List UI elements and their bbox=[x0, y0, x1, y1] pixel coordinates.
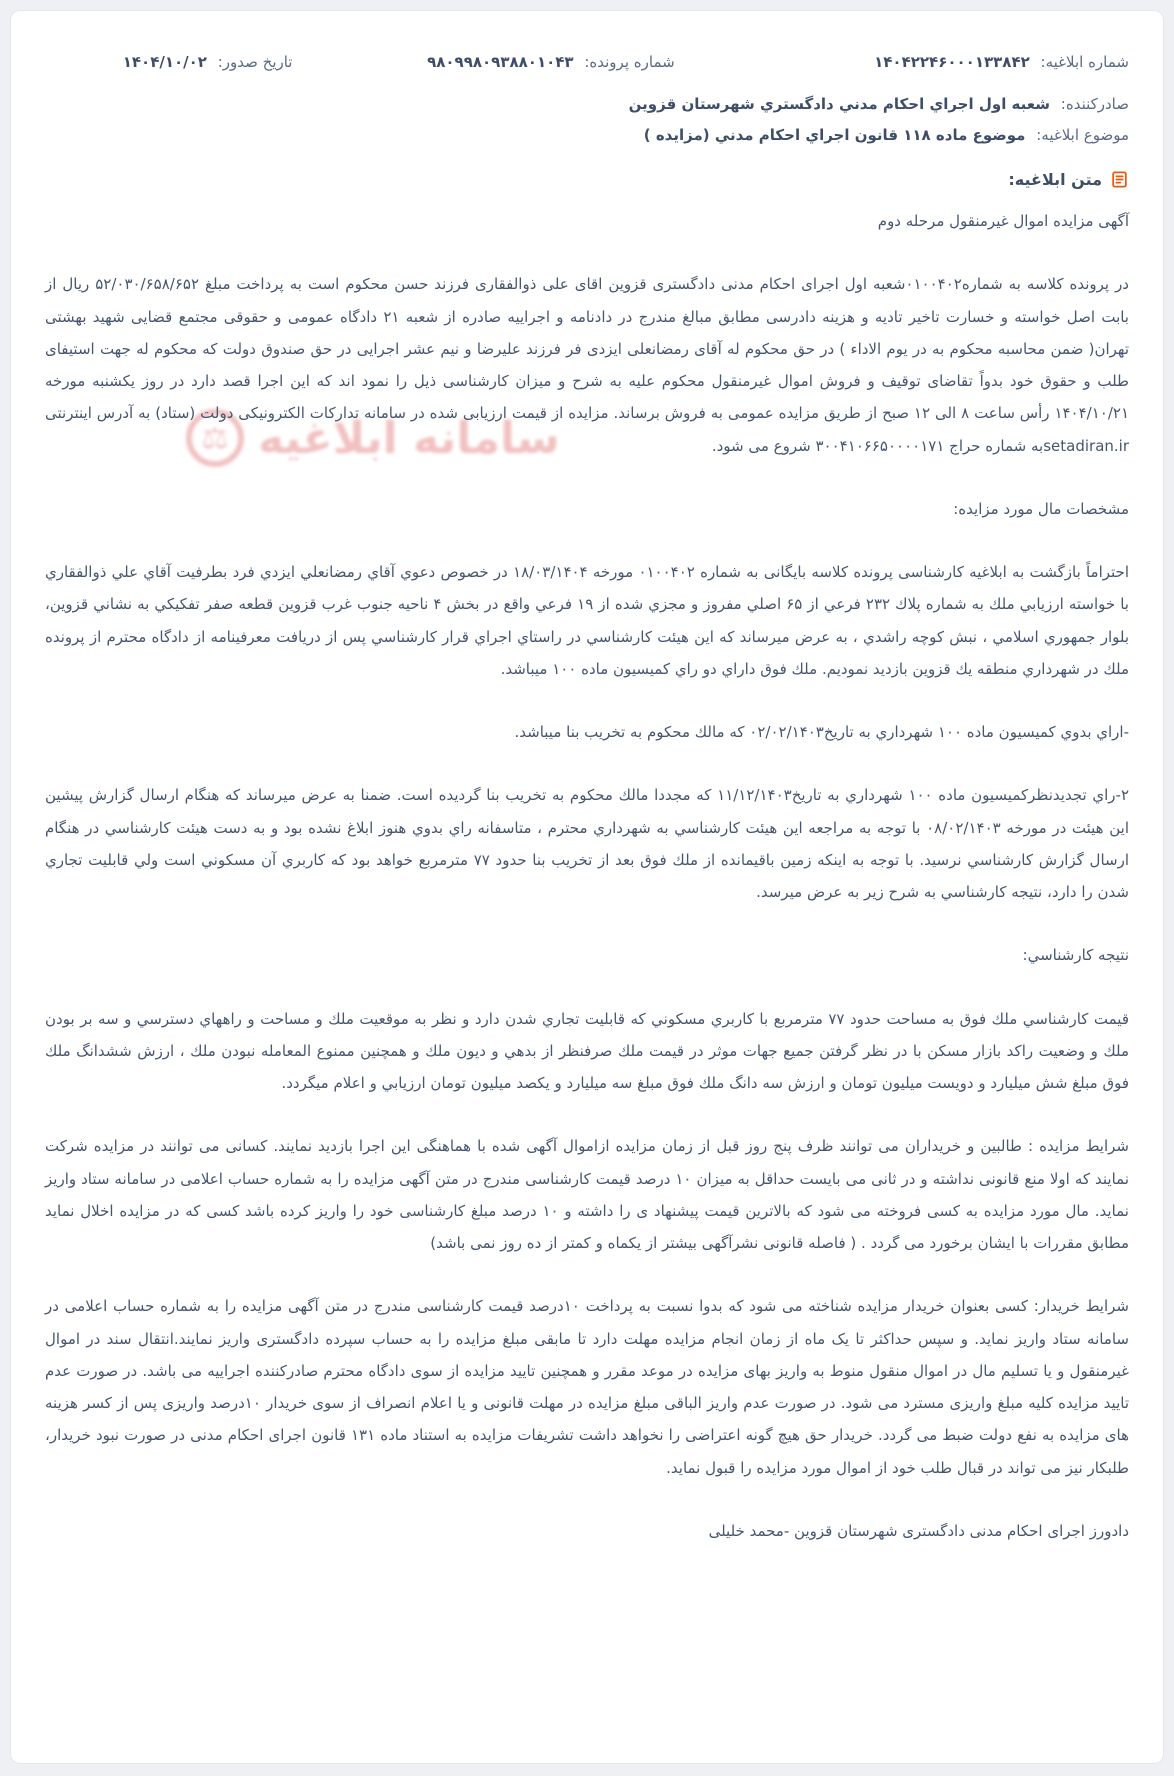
subject-value: موضوع ماده ۱۱۸ قانون اجراي احکام مدني (مزایده ) bbox=[643, 126, 1026, 144]
buyer-terms-paragraph: شرایط خریدار: کسی بعنوان خریدار مزایده شناخته می شود که بدوا نسبت به پرداخت ۱۰درصد قیمت کارشناسی مندرج در متن آگهی مزایده را به شماره حساب اعلامی در سامانه ستاد واریز نماید. و سپس حداکثر تا یک ماه از زمان انجام مزایده مهلت دارد تا مابقی مبلغ مزایده را به حساب سپرده دادگستری واریز نمایند.انتقال سند در اموال غیرمنقول و یا تسلیم مال در اموال منقول منوط به واریز بهای مزایده در موعد مقرر و همچنین تایید مزایده از سوی دادگاه محترم صادرکننده اجراییه می باشد. در صورت عدم تایید مزایده کلیه مبلغ واریزی مسترد می شود. در صورت عدم واریز الباقی مبلغ مزایده در مهلت قانونی و یا اعلام انصراف از سوی خریدار ۱۰درصد واریزی پس از کسر هزینه های مزایده به نفع دولت ضبط می گردد. خریدار حق هیچ گونه اعتراضی را نخواهد داشت تشریفات مزایده به استناد ماده ۱۳۱ قانون اجرای احکام مدنی در صورت نبود خریدار، طلبکار نیز می تواند در قبال طلب خود از اموال مورد مزایده را قبول نماید. bbox=[45, 1297, 1129, 1477]
case-summary-paragraph: در پرونده کلاسه به شماره۰۱۰۰۴۰۲شعبه اول اجرای احکام مدنی دادگستری قزوین اقای علی ذوالفقاری فرزند حسن محکوم است به پرداخت مبلغ ۵۲/۰۳۰/۶۵۸/۶۵۲ ریال از بابت اصل خواسته و خسارت تاخیر تادیه و هزینه دادرسی مطابق مبالغ مندرج در دادنامه و اجراییه صادره از شعبه ۲۱ دادگاه عمومی و حقوقی مجتمع قضایی شهید بهشتی تهران( ضمن محاسبه محکوم به در یوم الاداء ) در حق محکوم له آقای رمضانعلی ایزدی فر فرزند علیرضا و نیم عشر اجرایی در حق صندوق دولت که محکوم له جهت استیفای طلب و حقوق خود بدواً تقاضای توقیف و فروش اموال غیرمنقول محکوم علیه به شرح و میزان کارشناسی ذیل را نمود اند که این اجرا قصد دارد در روز یکشنبه مورخه ۱۴۰۴/۱۰/۲۱ رأس ساعت ۸ الی ۱۲ صبح از طریق مزایده عمومی به فروش برساند. مزایده از قیمت ارزیابی شده در سامانه تدارکات الکترونیکی دولت (ستاد) به آدرس اینترنتی setadiran.irبه شماره حراج ۳۰۰۴۱۰۶۶۵۰۰۰۰۱۷۱ شروع می شود. bbox=[45, 275, 1129, 455]
notice-card bbox=[10, 10, 1164, 1764]
notice-number-value: ۱۴۰۴۲۲۴۶۰۰۰۱۳۳۸۴۲ bbox=[874, 53, 1030, 71]
property-details-heading: مشخصات مال مورد مزایده: bbox=[953, 499, 1129, 518]
auction-terms-paragraph: شرایط مزایده : طالبین و خریداران می توانند ظرف پنج روز قبل از زمان مزایده ازاموال آگهی شده با هماهنگی این اجرا بازدید نمایند. کسانی می توانند در مزایده شرکت نمایند که اولا منع قانونی نداشته و در ثانی می بایست حداقل به میزان ۱۰ درصد قیمت کارشناسی مندرج در متن آگهی مزایده را به شماره حساب اعلامی در سامانه ستاد واریز نماید. مال مورد مزایده به کسی فروخته می شود که بالاترین قیمت پیشنهاد ی را داشته و ۱۰ درصد مبلغ کارشناسی خود را واریز کرده باشد کسی که در مزایده اخلال نماید مطابق مقررات با ایشان برخورد می گردد . ( فاصله قانونی نشرآگهی بیشتر از یکماه و کمتر از ده روز نمی باشد) bbox=[45, 1137, 1129, 1252]
valuation-paragraph: قیمت کارشناسي ملك فوق به مساحت حدود ۷۷ مترمربع با کاربري مسکوني که قابلیت تجاري شدن دارد و نظر به موقعیت ملك و مساحت و راههاي دسترسي و سه بر بودن ملك و وضعیت راکد بازار مسکن با در نظر گرفتن جمیع جهات موثر در قیمت ملك صرفنظر از بدهي و دیون ملك و همچنین ممنوع المعامله نبودن ملك ، ارزش ششدانگ ملك فوق مبلغ شش میلیارد و دویست میلیون تومان و ارزش سه دانگ ملك فوق مبلغ سه میلیارد و یکصد میلیون تومان ارزیابي و اعلام میگردد. bbox=[45, 1009, 1130, 1092]
document-text-icon bbox=[1110, 170, 1129, 189]
issue-date-label: تاریخ صدور: bbox=[217, 53, 293, 71]
commission-ruling-first: -اراي بدوي کمیسیون ماده ۱۰۰ شهرداري به تاریخ۰۲/۰۲/۱۴۰۳ که مالك محکوم به تخریب بنا میباشد. bbox=[514, 723, 1129, 741]
notice-text-title: متن ابلاغیه: bbox=[1008, 170, 1102, 189]
notice-body bbox=[45, 205, 1129, 1547]
subject-label: موضوع ابلاغیه: bbox=[1036, 126, 1129, 144]
watermark-text: سامانه ابلاغیه bbox=[258, 412, 560, 464]
meta-header-row bbox=[45, 53, 1129, 71]
notice-text-section-header bbox=[45, 170, 1129, 189]
case-number bbox=[427, 53, 675, 71]
signature-line: دادورز اجرای احکام مدنی دادگستری شهرستان قزوین -محمد خلیلی bbox=[708, 1521, 1129, 1540]
expert-result-heading: نتیجه کارشناسي: bbox=[1022, 946, 1129, 965]
watermark-scales-icon: ⚖ bbox=[186, 409, 244, 467]
case-number-label: شماره پرونده: bbox=[584, 53, 675, 71]
issuer-row bbox=[45, 95, 1129, 113]
commission-ruling-appeal: ۲-راي تجدیدنظرکمیسیون ماده ۱۰۰ شهرداري به تاریخ۱۱/۱۲/۱۴۰۳ که مجددا مالك محکوم به تخریب بنا گردیده است. ضمنا به عرض میرساند که هنگام ارسال گزارش پیشین این هیئت در مورخه ۰۸/۰۲/۱۴۰۳ با توجه به مراجعه این هیئت کارشناسي به شهرداري محترم ، متاسفانه راي بدوي هنوز ابلاغ نشده بود و به دست هیئت کارشناسي در هنگام ارسال گزارش کارشناسي نرسید. با توجه به اینکه زمین باقیمانده از ملك فوق بعد از تخریب بنا حدود ۷۷ مترمربع خواهد بود که کاربري آن مسکوني است ولي قابلیت تجاري شدن را دارد، نتیجه کارشناسي به شرح زیر به عرض میرسد. bbox=[45, 786, 1129, 901]
issue-date bbox=[123, 53, 293, 71]
expert-report-paragraph: احتراماً بازگشت به ابلاغیه کارشناسی پرونده کلاسه بایگانی به شماره ۰۱۰۰۴۰۲ مورخه ۱۸/۰۳/۱۴۰۴ در خصوص دعوي آقاي رمضانعلي ایزدي فرد بطرفیت آقاي علي ذوالفقاري با خواسته ارزیابي ملك به شماره پلاك ۲۳۲ فرعي از ۶۵ اصلي مفروز و مجزي شده از ۱۹ فرعي واقع در بخش ۴ ناحیه جنوب غرب قزوین قطعه صفر تفکیکي به نشاني قزوین، بلوار جمهوري اسلامي ، نبش کوچه راشدي ، به عرض میرساند که این هیئت کارشناسي در راستاي اجراي قرار کارشناسي پس از دریافت معرفینامه از دادگاه محترم از پرونده ملك در شهرداري منطقه یك قزوین بازدید نمودیم. ملك فوق داراي دو راي کمیسیون ماده ۱۰۰ میباشد. bbox=[45, 563, 1129, 678]
notice-number-label: شماره ابلاغیه: bbox=[1040, 53, 1129, 71]
issuer-label: صادرکننده: bbox=[1060, 95, 1129, 113]
notice-number bbox=[732, 53, 1129, 71]
auction-title: آگهی مزایده اموال غیرمنقول مرحله دوم bbox=[877, 212, 1129, 230]
issuer-value: شعبه اول اجراي احکام مدني دادگستري شهرستان قزوین bbox=[628, 95, 1050, 113]
case-number-value: ۹۸۰۹۹۸۰۹۳۸۸۰۱۰۴۳ bbox=[427, 53, 574, 71]
issue-date-value: ۱۴۰۴/۱۰/۰۲ bbox=[122, 53, 207, 71]
subject-row bbox=[45, 126, 1129, 144]
